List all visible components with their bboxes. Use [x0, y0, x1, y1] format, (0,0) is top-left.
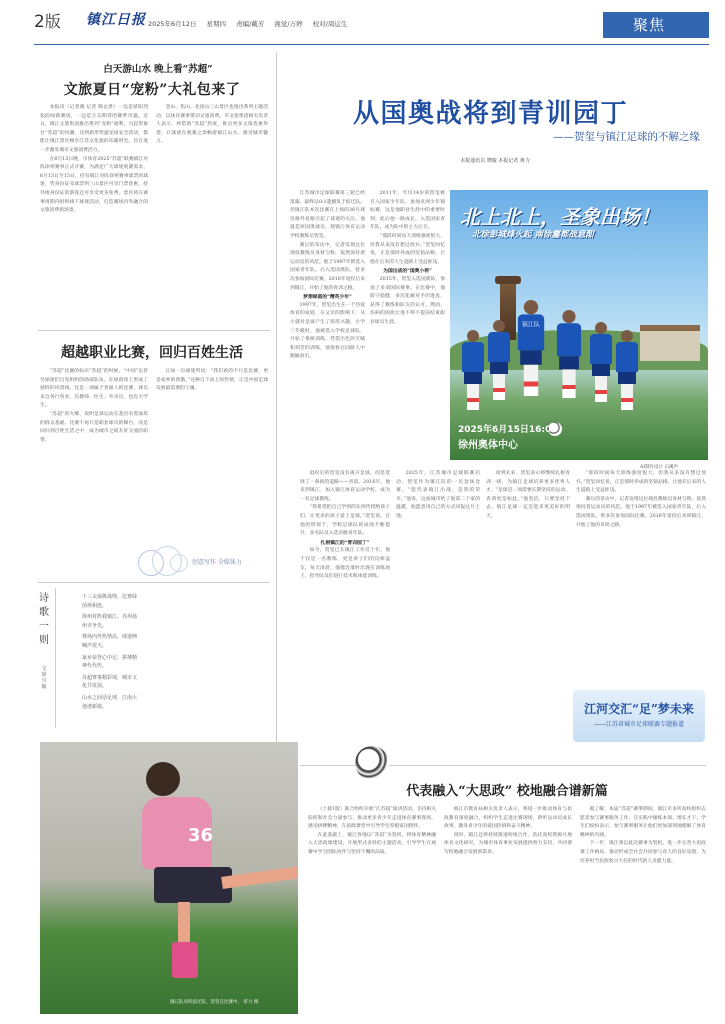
paragraph: 退役后的贺玺没有离开足球，而是选择了一条新的道路——青训。2016年，他来到镇江，加入镇江体育运动学校，成为一名足球教练。 — [300, 471, 390, 502]
opinion-headline: 超越职业比赛，回归百姓生活 — [61, 345, 243, 361]
paragraph: 2011年，年仅14岁的贺玺被召入国家少年队，参加亚洲少年锦标赛，这是他职业生涯中的重要时刻。此后他一路成长，入选国家青年队，成为队中的主力后卫。 — [370, 191, 445, 231]
feature-body-col4 — [396, 470, 480, 738]
poem-column-title: 诗歌一则 — [39, 593, 49, 646]
poem-column-bar — [34, 588, 56, 728]
paragraph: 江苏城市足球联赛第三轮已经落幕，最终以0:1遗憾负于宿迁队。但镇江队本次比赛在上场的36号球员格外显眼引起了球迷的关注。他就是原国奥球员、现镇江体育运动学校教练员贺玺。 — [290, 191, 365, 239]
poster-caption: AI制作设计 石溪声 — [640, 465, 678, 470]
player-head — [146, 762, 180, 796]
bottom-body-col1 — [308, 806, 436, 1016]
paragraph: “那段时间每天训练强度很大，但我从来没有想过放弃。”贺玺回忆说，正是那时养成的坚韧品格，让他在后来的人生道路上受益匪浅。 — [370, 233, 445, 265]
building-illustration — [640, 325, 700, 361]
match-poster — [450, 190, 708, 460]
proof-credit: 校对/周运生 — [312, 20, 348, 28]
paragraph: 2025年，江苏城市足球联赛启动，贺玺作为镇江队的一员登场比赛。“能代表镇江出战，是我的荣幸。”他说，这座城市给了他第二个家的温暖，他愿意用自己的方式回报这片土地。 — [396, 471, 480, 519]
paragraph: 金山、焦山、北固山三山景区也推出系列主题活动，以体育赛事带动文旅消费。市文旅集团相关负责人表示，将借助“苏超”热度，推出更多文旅优惠举措，让球迷在观赛之余畅游镇江山水，感受城市魅力。 — [156, 105, 268, 145]
bottom-headline: 代表融入“大思政” 校地融合谱新篇 — [406, 784, 608, 799]
player-figure — [590, 322, 612, 402]
paragraph: “我希望把自己学到的东西传授给孩子们，让更多的孩子爱上足球。”贺玺说。在他的带领下，学校足球队的成绩不断提升，多名队员入选省级青年队。 — [300, 505, 390, 537]
paragraph: 镇江市教育局相关负责人表示，将进一步推动体育与思政教育深度融合，组织学生走进比赛现场，聆听运动员成长故事，激发青少年的爱国热情和奋斗精神。 — [444, 807, 572, 830]
player-shorts — [154, 867, 232, 903]
paragraph: 在6月15日晚，市体育2025“苏超”联赛镇江对阵徐州赛事正式开赛，为满足广大球迷观赛需求，6月13日至15日，持有镇江对阵徐州赛事球票的球迷，凭身份证及球票到三山景区可享门票优惠，持外地身份证的游客还可享受更多免费。景区将在赛事周期内组织线下球迷活动，打造赛场内外融合的文旅消费新场景。 — [40, 156, 148, 214]
poem-stanza: 山水之间话足球，江南大地谱新篇。 — [82, 694, 138, 710]
feature-body-col1 — [290, 190, 365, 458]
photo-caption: 镇江队对阵宿迁队，贺玺在比赛中。 蒋力 摄 — [170, 1000, 259, 1005]
football-icon — [355, 746, 389, 780]
paragraph: 如今，贺玺已在镇江工作近十年。他不仅是一名教练，更是孩子们的良师益友。每天清晨，他都会准时出现在训练场上，指导队员们进行技术和体能训练。 — [300, 548, 390, 580]
player-figure — [462, 330, 484, 410]
paragraph: “苏超”的火爆，说明足球运动在基层有着深厚的群众基础。比赛不再只是职业球员的舞台，而是回归到百姓生活之中，成为城市之间友好交流的纽带。 — [40, 411, 148, 443]
paragraph: 本报讯（记者谢 记者 陶企泄）一边是骄阳烈焰的绿荫赛场，一边是万众期待的赛季奇遇。近日，镇江文旅集团推出系列“宠粉”福利，兴起形象台“苏超”的风潮，达到新形势盛宠场安全活动，都能让镇江景区畅享江苏文化旅的乐趣时光。旨在进一步激发城市文旅消费活力。 — [40, 105, 148, 153]
page-header — [0, 0, 725, 46]
issue-weekday: 星期四 — [206, 20, 227, 28]
paragraph: 正如一位球迷所说：“我们看的不只是比赛，更是家乡的骄傲。”这种自下而上的热情，正是中国足球发展最需要的土壤。 — [156, 369, 268, 392]
paper-logo: 镇江日报 — [86, 12, 146, 28]
series-banner — [573, 690, 705, 742]
paragraph: （上接1版）联合组织开展“江苏超”演讲活动，支持相关院校和社会力量参与，推动更多青少年走进体育赛事现场，感受拼搏精神，在思政课堂中引导学生厚植家国情怀。 — [308, 807, 436, 830]
paragraph: “那段时间每天训练强度很大，但我从来没有想过放弃。”贺玺回忆说，正是那时养成的坚韧品格，让他在后来的人生道路上受益匪浅。 — [576, 471, 706, 494]
page-number — [34, 10, 61, 36]
header-rule — [34, 44, 709, 45]
poster-venue: 徐州奥体中心 — [458, 440, 518, 451]
issue-date: 2025年6月12日 — [148, 20, 197, 28]
paragraph: “苏超”比赛的标识“苏超”的时候，“中国”以甚至球迷们自发组织的助威队伍，在绿茵场上形成了独特的风景线。这是一项属于普通人的比赛，球员来自各行各业，有教师、医生、外卖员，也有大学生。 — [40, 369, 148, 409]
designer-credit: 视觉/万婷 — [274, 20, 303, 28]
player-figure — [616, 330, 638, 410]
poem-stanza: 十三太保挑战帅，比赛绿茵场相连。 — [82, 594, 138, 609]
section-tag: 聚焦 — [603, 12, 709, 38]
player-figure — [488, 320, 510, 400]
column-divider — [276, 52, 277, 762]
paragraph: 赛后的采访中，记者发现这位现役教练员身材匀称，依然保持着运动员的风范。他于1997年被选入国家青年队，后入选国奥队，曾多次参加国际比赛。2016年退役后来到镇江，开始了他的青训之路。 — [576, 496, 706, 528]
paragraph: 下一步，镇江将以此次赛事为契机，进一步完善大思政课工作格局，推动形成全社会共同参与育人的良好氛围，为培养担当民族复兴大任的时代新人贡献力量。 — [580, 841, 706, 864]
poem-stanza: 赛场内外热情高，球迷呐喊声震天。 — [82, 634, 138, 649]
paragraph: 在此基础上，镇江各地以“苏超”为契机，将体育精神融入大思政课建设，开展形式多样的主题活动，引导学生在观赛中学习团队协作与坚持不懈的品质。 — [308, 832, 436, 855]
series-banner-subtitle: ——江苏省城市足球联赛专题报道 — [593, 721, 684, 728]
poem-stanza: 徐州对阵我镇江，苏州扬州齐争先。 — [82, 614, 138, 629]
ring-decoration — [170, 554, 188, 572]
bottom-body-col3 — [580, 806, 706, 1016]
section-divider — [38, 330, 270, 331]
paragraph: 2015年，贺玺入选国奥队，参加了多项国际赛事。在比赛中，他防守稳健，多次化解对手的进攻，获得了教练和队友的认可。然而，伤病的困扰让他不得不提前结束职业球员生涯。 — [370, 276, 445, 325]
player-figure: 镇江队 — [518, 300, 544, 396]
paragraph: 同时，镇江还将持续推进校地合作，依托高校资源开展体育文化研究，为城市体育事业发展提供智力支持，共同谱写校地融合发展新篇章。 — [444, 832, 572, 855]
poem-text — [82, 593, 140, 714]
story-body-col1 — [40, 104, 148, 326]
story-headline: 文旅夏日“宠粉”大礼包来了 — [63, 82, 241, 98]
feature-body-col5 — [486, 470, 570, 738]
paragraph: 谈到未来，贺玺表示将继续扎根青训一线，为镇江足球培养更多优秀人才。“足球是一项需要长期坚持的运动，青训更是如此。”他坚信，只要坚持下去，镇江足球一定会迎来更美好的明天。 — [486, 471, 570, 519]
subheading: 梦想绿茵的“精英少年” — [303, 294, 352, 301]
player-leg — [221, 865, 298, 889]
column-logo — [130, 546, 260, 576]
player-figure — [557, 310, 581, 398]
page-number-unit: 版 — [44, 12, 61, 31]
opinion-body-col2 — [156, 368, 268, 544]
series-banner-title: 江河交汇“足”梦未来 — [584, 702, 694, 716]
issue-meta — [148, 20, 355, 30]
feature-subtitle: ——贺玺与镇江足球的不解之缘 — [553, 131, 700, 143]
page-number-value: 2 — [34, 12, 45, 32]
paragraph: 据了解，本届“苏超”赛事期间，镇江市多所高校组织志愿者参与赛事服务工作，在实践中锤炼本领、增长才干。学生们纷纷表示，参与赛事服务让他们更加深刻地理解了体育精神的内涵。 — [580, 807, 706, 838]
poster-tagline: 北徐彭城烽火起 南徐鏖都战意酣 — [472, 230, 594, 240]
player-sock — [172, 942, 198, 978]
poster-slogan: 北上北上，圣象出场！ — [460, 205, 660, 229]
feature-body-col6 — [576, 470, 706, 680]
paragraph: 赛后的采访中，记者发现这位现役教练员身材匀称，依然保持着运动员的风范。他于1997年被选入国家青年队，后入选国奥队，曾多次参加国际比赛。2016年退役后来到镇江，开始了他的青训之路。 — [290, 242, 365, 291]
opinion-body-col1 — [40, 368, 148, 544]
feature-body-col2 — [370, 190, 445, 458]
story-kicker: 白天游山水 晚上看“苏超” — [103, 64, 213, 75]
match-photo — [40, 742, 298, 1014]
feature-body-col3 — [300, 470, 390, 738]
feature-byline: 本报通讯员 晓璇 本报记者 蒋力 — [460, 158, 530, 164]
poem-stanza: 家乡荣誉心中记，拼搏精神代代传。 — [82, 654, 138, 670]
subheading: 为国出战的“国奥小将” — [383, 268, 432, 275]
story-body-col2 — [156, 104, 268, 326]
poster-date: 2025年6月15日16:00 — [458, 425, 558, 435]
bottom-body-col2 — [444, 806, 572, 1016]
paragraph: 1997年，贺玺出生在一个热爱体育的家庭，在父亲的影响下，从小就对足球产生了浓厚兴趣。小学三年级时，他被选入学校足球队，开始了系统训练。凭借出色的天赋和刻苦的训练，他很快在同龄人中脱颖而出。 — [290, 302, 365, 360]
feature-title: 从国奥战将到青训园丁 — [352, 99, 628, 129]
editor-credit: 责编/戴芳 — [236, 20, 265, 28]
section-divider — [38, 582, 270, 583]
jersey-number: 36 — [188, 825, 214, 846]
column-logo-caption: 创意写作 全媒体力 — [192, 559, 242, 566]
subheading: 扎根镇江的“青训园丁” — [320, 539, 370, 546]
poem-author: 文 徐 兴 翰 — [41, 666, 47, 690]
poem-stanza: 苏超赛事精彩现，城市文化共发展。 — [82, 674, 138, 690]
